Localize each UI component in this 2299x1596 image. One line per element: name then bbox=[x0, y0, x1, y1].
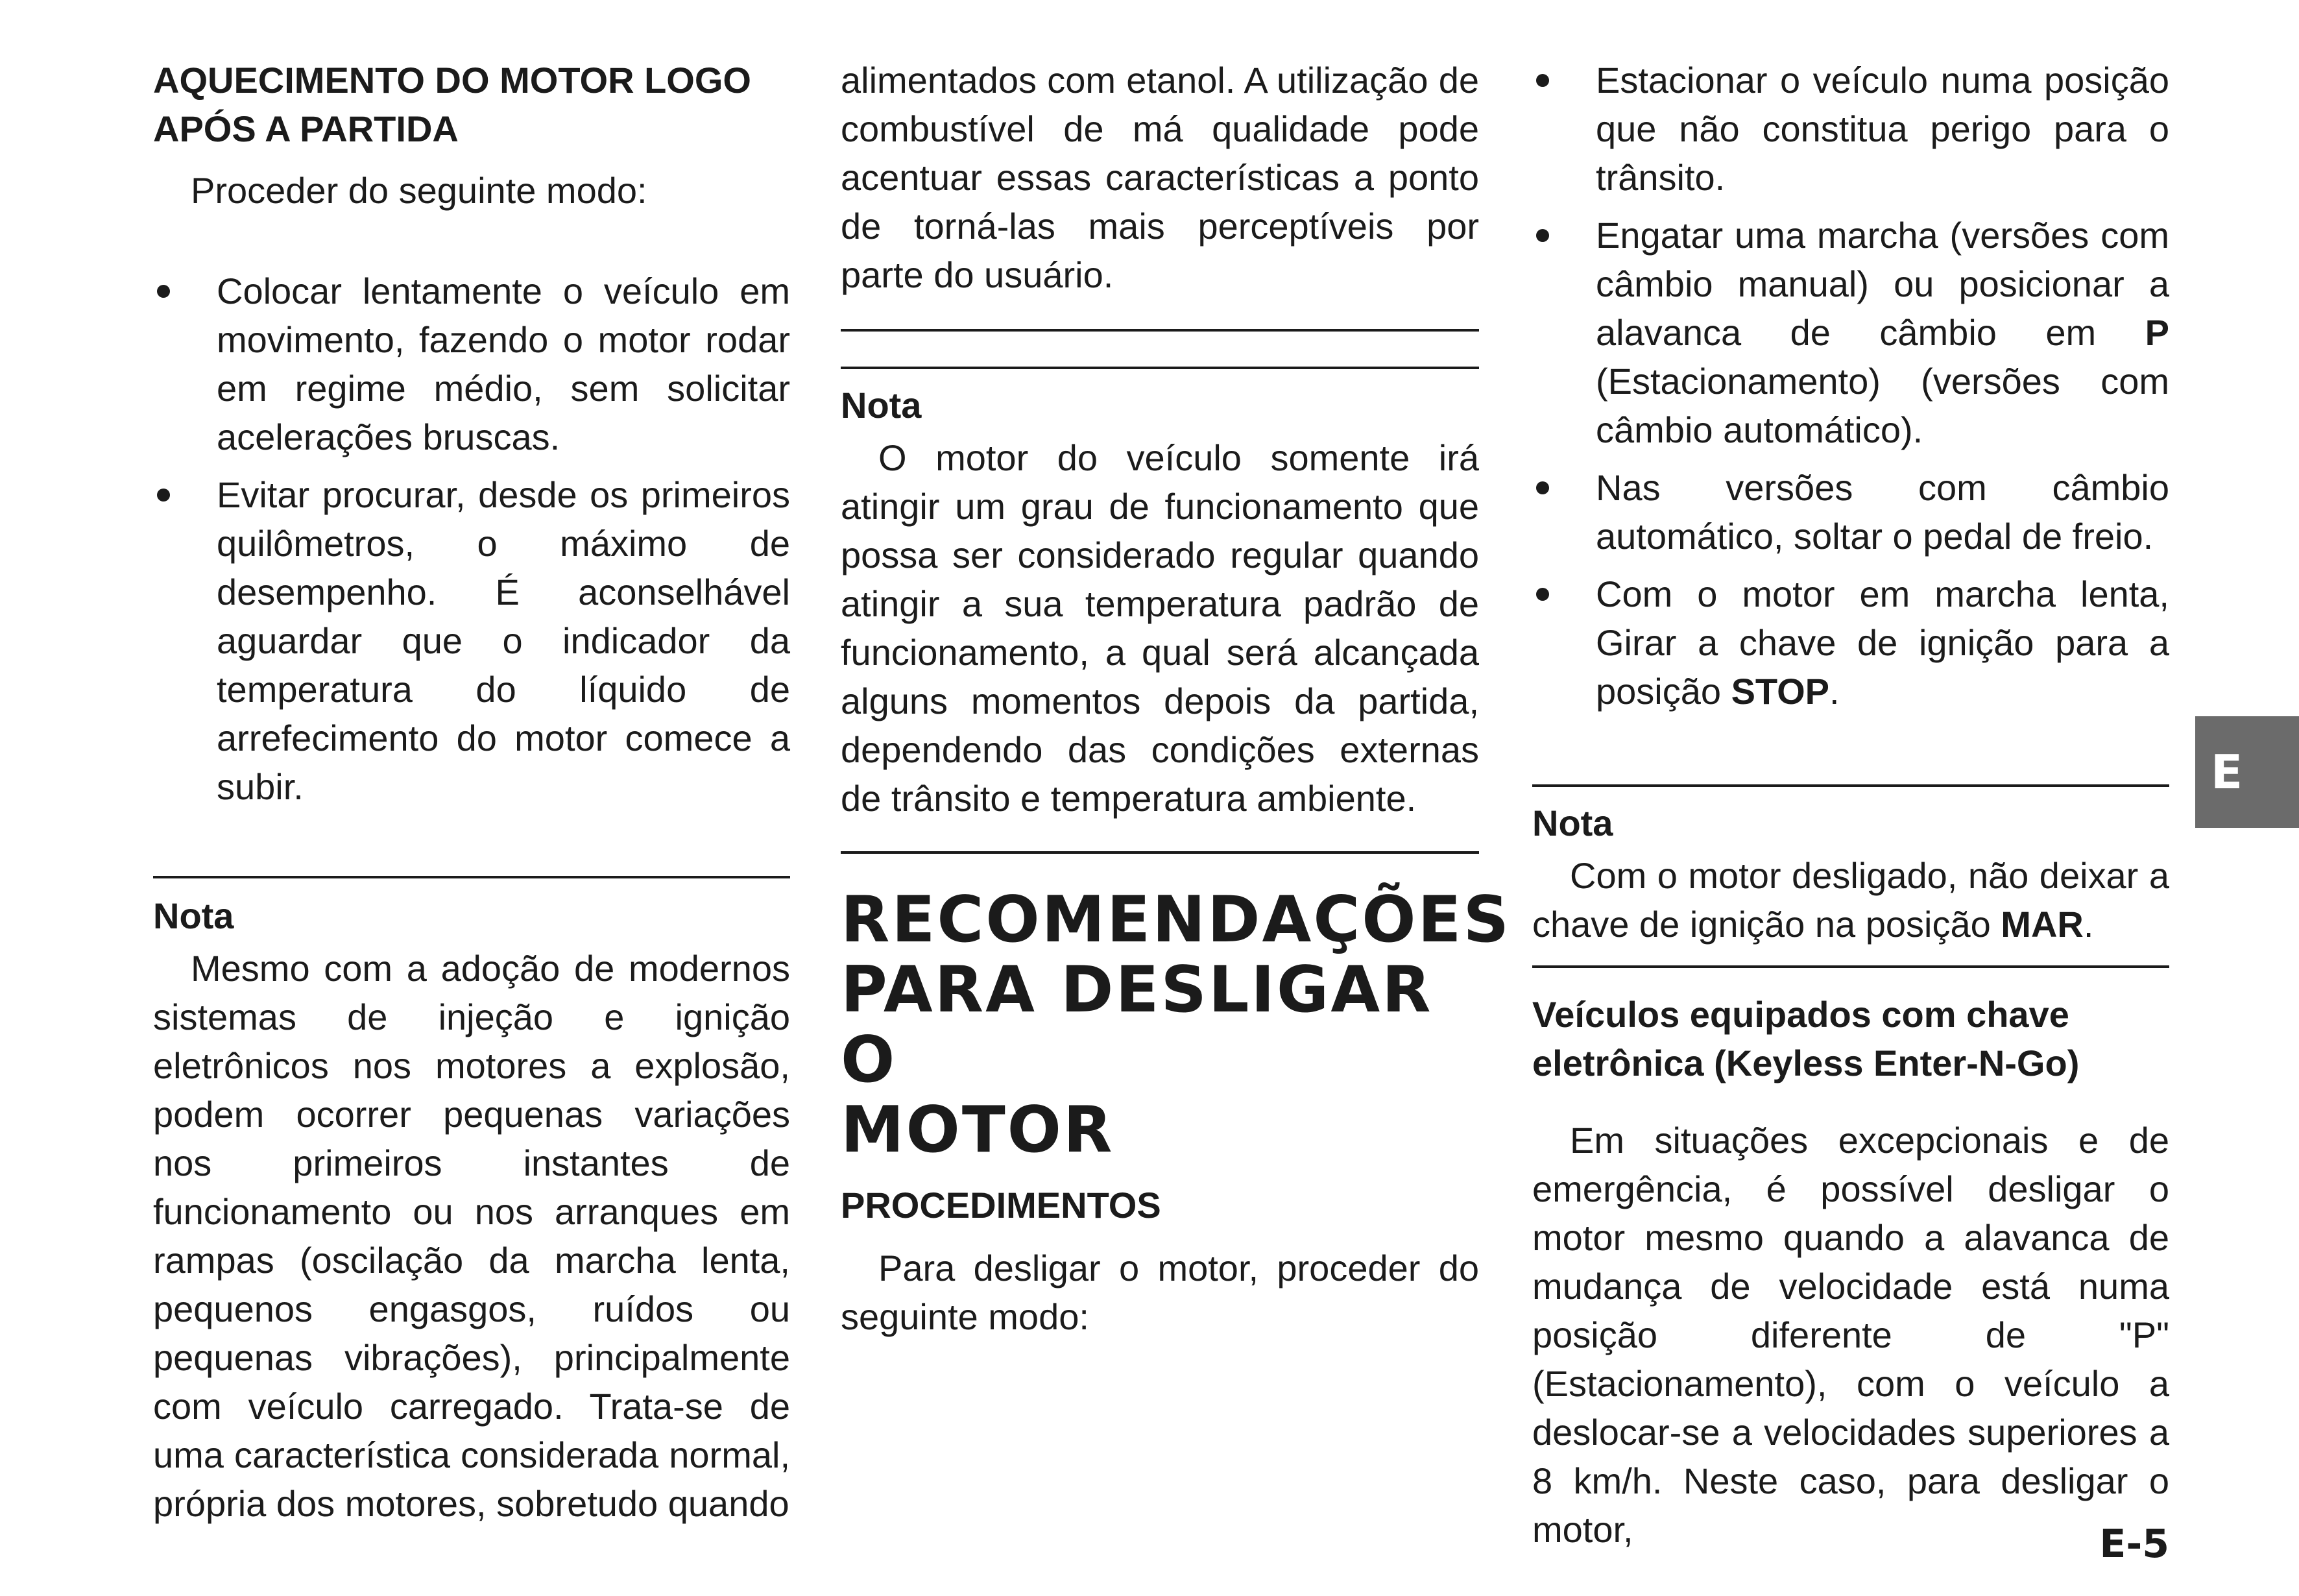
stop-label: STOP bbox=[1731, 671, 1830, 712]
bullet-text: Engatar uma marcha (versões com câmbio manual) ou posicionar a alavanca de câmbio em bbox=[1596, 215, 2169, 353]
note-text-part: Com o motor desligado, não deixar a chave de ignição na posição bbox=[1532, 855, 2169, 945]
section-title-line: MOTOR bbox=[841, 1093, 1114, 1167]
bullet-text: Evitar procurar, desde os primeiros quilômetros, o máximo de desempenho. É aconselhável aguardar que o indicador da temperatura do líquido de arrefecimento do motor comece a subir. bbox=[217, 474, 790, 807]
bullet-icon bbox=[1536, 229, 1549, 242]
bullet-icon bbox=[1536, 481, 1549, 494]
note-text: Mesmo com a adoção de modernos sistemas de injeção e ignição eletrônicos nos motores a explosão, podem ocorrer pequenas variações nos primeiros instantes de funcionamento ou nos arranques em rampas (oscilação da marcha lenta, pequenos engasgos, ruídos ou pequenas vibrações), principalmente com veículo carregado. Trata-se de uma característica considerada normal, própria dos motores, sobretudo quando bbox=[153, 948, 790, 1524]
page-number: E-5 bbox=[2099, 1521, 2169, 1567]
bullet-text: Colocar lentamente o veículo em movimento, fazendo o motor rodar em regime médio, sem solicitar acelerações bruscas. bbox=[217, 271, 790, 457]
section-title-line: RECOMENDAÇÕES bbox=[841, 883, 1511, 957]
note-text: O motor do veículo somente irá atingir um grau de funcionamento que possa ser considerado regular quando atingir a sua temperatura padrão de funcionamento, a qual será alcançada alguns momentos depois da partida, dependendo das condições externas de trânsito e temperatura ambiente. bbox=[841, 437, 1479, 819]
procedures-intro: Para desligar o motor, proceder do seguinte modo: bbox=[841, 1248, 1479, 1337]
list-item bbox=[153, 267, 790, 461]
list-item bbox=[1532, 570, 2169, 716]
list-item bbox=[1532, 463, 2169, 561]
intro-paragraph: Proceder do seguinte modo: bbox=[191, 170, 647, 211]
column-1 bbox=[153, 0, 790, 1528]
list-item bbox=[1532, 56, 2169, 202]
section-title-line: PARA DESLIGAR O bbox=[841, 953, 1433, 1097]
note-text-part: . bbox=[2083, 904, 2094, 945]
note-title: Nota bbox=[153, 895, 234, 936]
column-2 bbox=[841, 0, 1511, 1341]
mar-label: MAR bbox=[2001, 904, 2084, 945]
bullet-text: Com o motor em marcha lenta, Girar a chave de ignição para a posição bbox=[1596, 574, 2169, 712]
bullet-text: Nas versões com câmbio automático, soltar o pedal de freio. bbox=[1596, 467, 2169, 557]
bullet-icon bbox=[157, 285, 170, 298]
keyless-heading: Veículos equipados com chave eletrônica (Keyless Enter-N-Go) bbox=[1532, 994, 2080, 1083]
section-heading-aquecimento: AQUECIMENTO DO MOTOR LOGO APÓS A PARTIDA bbox=[153, 60, 751, 149]
note-text bbox=[1532, 851, 2169, 949]
note-title: Nota bbox=[1532, 803, 1613, 843]
bullet-icon bbox=[1536, 588, 1549, 601]
bullet-icon bbox=[1536, 74, 1549, 87]
bullet-text: (Estacionamento) (versões com câmbio automático). bbox=[1596, 361, 2169, 450]
procedures-heading: PROCEDIMENTOS bbox=[841, 1185, 1161, 1226]
shutdown-bullet-list bbox=[1532, 56, 2169, 716]
bullet-text: . bbox=[1829, 671, 1840, 712]
column-3 bbox=[1532, 0, 2169, 1554]
warmup-bullet-list bbox=[153, 267, 790, 811]
section-tab: E bbox=[2195, 716, 2299, 828]
note-title: Nota bbox=[841, 385, 922, 426]
list-item bbox=[153, 470, 790, 811]
gear-p-label: P bbox=[2145, 312, 2169, 353]
bullet-text: Estacionar o veículo numa posição que não constitua perigo para o trânsito. bbox=[1596, 60, 2169, 198]
keyless-paragraph: Em situações excepcionais e de emergência, é possível desligar o motor mesmo quando a alavanca de mudança de velocidade está numa posição diferente de "P" (Estacionamento), com o veículo a deslocar-se a velocidades superiores a 8 km/h. Neste caso, para desligar o motor, bbox=[1532, 1120, 2169, 1550]
list-item bbox=[1532, 211, 2169, 454]
section-title bbox=[841, 883, 1511, 1167]
continuation-paragraph: alimentados com etanol. A utilização de combustível de má qualidade pode acentuar essas características a ponto de torná-las mais perceptíveis por parte do usuário. bbox=[841, 60, 1479, 295]
bullet-icon bbox=[157, 489, 170, 502]
